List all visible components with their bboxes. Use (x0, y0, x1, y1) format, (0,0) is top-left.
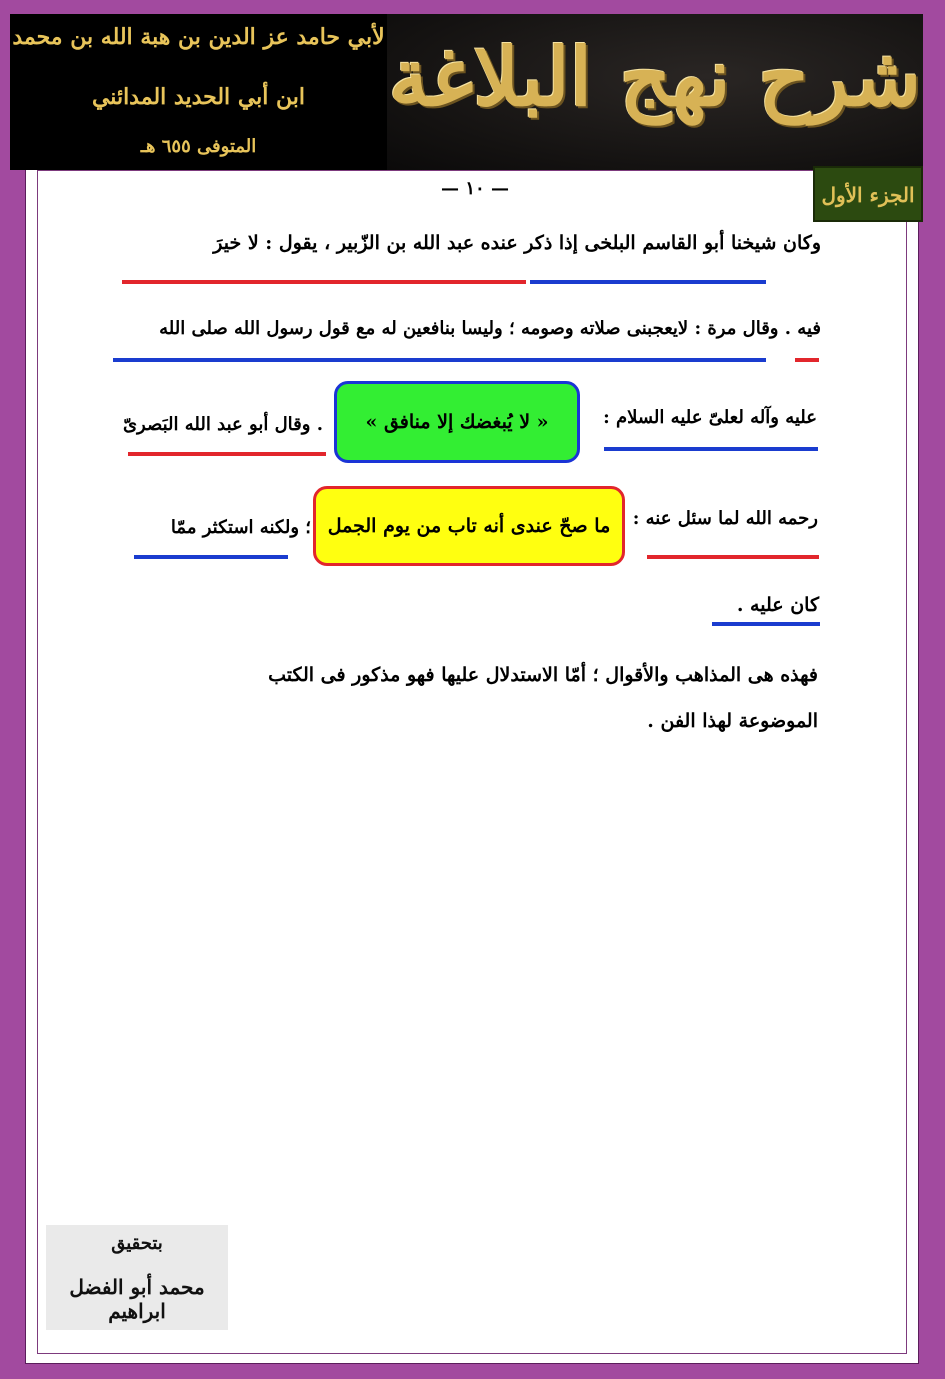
page-number: — ١٠ — (441, 178, 509, 199)
book-title-banner (387, 14, 923, 170)
volume-badge: الجزء الأول (813, 166, 923, 222)
underline-blue (604, 447, 818, 451)
editor-stamp (46, 1225, 228, 1330)
quote-box-green (334, 381, 580, 463)
text-line-4b: ؛ ولكنه استكثر ممّا (170, 517, 311, 538)
underline-red (128, 452, 326, 456)
author-line-3: المتوفى ٦٥٥ هـ (140, 136, 257, 157)
editor-name: محمد أبو الفضل ابراهيم (69, 1275, 205, 1323)
quote-yellow-text: ما صحّ عندى أنه تاب من يوم الجمل (327, 515, 611, 537)
text-line-4a: رحمه الله لما سئل عنه : (632, 508, 818, 529)
author-line-1: لأبي حامد عز الدين بن هبة الله بن محمد (12, 24, 385, 50)
author-line-2: ابن أبي الحديد المدائني (91, 84, 306, 110)
quote-green-text: « لا يُبغضك إلا منافق » (365, 411, 549, 433)
quote-box-yellow (313, 486, 625, 566)
underline-red (122, 280, 526, 284)
underline-red (647, 555, 819, 559)
text-line-6: فهذه هى المذاهب والأقوال ؛ أمّا الاستدلال عليها فهو مذكور فى الكتب (268, 664, 818, 686)
underline-blue (712, 622, 820, 626)
text-line-7: الموضوعة لهذا الفن . (647, 710, 818, 732)
underline-blue (530, 280, 766, 284)
author-banner (10, 14, 387, 170)
book-title: شرح نهج البلاغة (388, 30, 922, 124)
text-line-3b: . وقال أبو عبد الله البَصرىّ (122, 414, 323, 435)
underline-blue (134, 555, 288, 559)
underline-blue (113, 358, 766, 362)
text-line-1: وكان شيخنا أبو القاسم البلخى إذا ذكر عنده عبد الله بن الزّبير ، يقول : لا خيرَ (213, 232, 821, 254)
text-line-5: كان عليه . (736, 594, 819, 616)
text-line-2: فيه . وقال مرة : لايعجبنى صلاته وصومه ؛ وليسا بنافعين له مع قول رسول الله صلى الله (159, 318, 821, 339)
page-inner-frame (37, 170, 907, 1354)
editor-label: بتحقيق (111, 1233, 163, 1254)
underline-red (795, 358, 819, 362)
text-line-3a: عليه وآله لعلىّ عليه السلام : (603, 407, 817, 428)
